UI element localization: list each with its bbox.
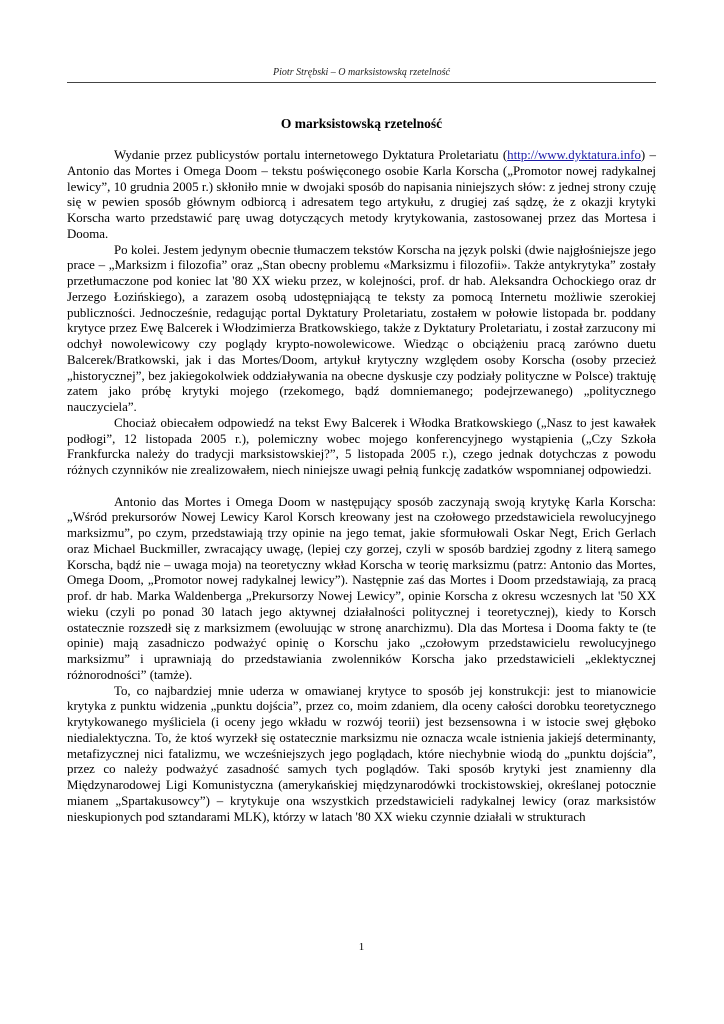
paragraph-1 (67, 148, 656, 243)
document-body (67, 148, 656, 825)
document-title: O marksistowską rzetelność (280, 116, 443, 131)
paragraph-2: Po kolei. Jestem jedynym obecnie tłumaczem tekstów Korscha na język polski (dwie najgłośniejsze jego prace – „Marksizm i filozofia” oraz „Stan obecny problemu «Marksizmu i filozofii». Także antykrytyka” zostały przetłumaczone pod koniec lat '80 XX wieku przez, w kolejności, prof. dr hab. Aleksandra Ochockiego oraz dr Jerzego Łozińskiego), a zarazem osobą udostępniającą te teksty za pomocą Internetu możliwie szerokiej publiczności. Jednocześnie, redagując portal Dyktatury Proletariatu, zostałem w połowie listopada br. poddany krytyce przez Ewę Balcerek i Włodzimierza Bratkowskiego, także z Dyktatury Proletariatu, i został zarzucony mi odchył nowolewicowy czy poglądy krypto-nowolewicowe. Wiedząc o obciążeniu pracą zarówno duetu Balcerek/Bratkowski, jak i das Mortes/Doom, artykuł krytyczny względem osoby Korscha (osoby przecież „historycznej”, bez jakiegokolwiek oddziaływania na obecne dyskusje czy podziały polityczne w Polsce) traktuję zatem jako próbę krytyki mojego (rzekomego, bądź domniemanego; podejrzewanego) „politycznego nauczyciela”. (67, 242, 656, 414)
paragraph-3: Chociaż obiecałem odpowiedź na tekst Ewy Balcerek i Włodka Bratkowskiego („Nasz to jest kawałek podłogi”, 12 listopada 2005 r.), polemiczny wobec mojego konferencyjnego wystąpienia („Czy Szkoła Frankfurcka należy do tradycji marksistowskiej?”, 5 listopada 2005 r.), czego jednak dotychczas z powodu różnych czynników nie zrealizowałem, niech niniejsze uwagi pełnią funkcję zadatków wspomnianej odpowiedzi. (67, 415, 656, 477)
page-number: 1 (358, 941, 365, 953)
paragraph-1-start: Wydanie przez publicystów portalu internetowego Dyktatura Proletariatu ( (114, 148, 508, 162)
paragraph-5: To, co najbardziej mnie uderza w omawianej krytyce to sposób jej konstrukcji: jest to mianowicie krytyka z punktu widzenia „punktu dojścia”, przez co, moim zdaniem, dla oceny całości dorobku teoretycznego krytykowanego myśliciela (i oceny jego wkładu w rozwój teorii) jest bezsensowna i w istocie swej głęboko niedialektyczna. To, że ktoś wyrzekł się ostatecznie marksizmu nie oznacza wcale istnienia jakiejś determinanty, metafizycznej nici fatalizmu, we wcześniejszych jego poglądach, które niechybnie wiodą do „punktu dojścia”, przez co należy podważyć zasadność samych tych poglądów. Taki sposób krytyki jest znamienny dla Międzynarodowej Ligi Komunistyczna (amerykańskiej międzynarodówki trockistowskiej, określanej potocznie mianem „Spartakusowcy”) – krytykuje ona wszystkich przedstawicieli radykalnej lewicy (oraz marksistów nieskupionych pod sztandarami MLK), którzy w latach '80 XX wieku czynnie działali w strukturach (67, 683, 656, 824)
running-header: Piotr Strębski – O marksistowską rzetelność (273, 67, 450, 78)
paragraph-1-end: ) – Antonio das Mortes i Omega Doom – tekstu poświęconego osobie Karla Korscha („Promotor nowej radykalnej lewicy”, 10 grudnia 2005 r.) skłoniło mnie w dwojaki sposób do napisania niniejszych słów: z jednej strony czuję się w pewien sposób głównym odbiorcą i adresatem tego artykułu, z drugiej zaś sądzę, że z okazji krytyki Korscha warto przedstawić parę uwag dotyczących metody krytykowania, zastosowanej przez das Mortesa i Dooma. (67, 148, 656, 241)
header-divider (67, 82, 656, 83)
dyktatura-link[interactable]: http://www.dyktatura.info (507, 148, 641, 162)
paragraph-4: Antonio das Mortes i Omega Doom w następujący sposób zaczynają swoją krytykę Karla Korscha: „Wśród prekursorów Nowej Lewicy Karol Korsch kreowany jest na czołowego przedstawiciela rewolucyjnego marksizmu”, po czym, przedstawiają trzy opinie na jego temat, jakie sformułowali Oskar Negt, Erich Gerlach oraz Michael Buckmiller, zwracający uwagę, (lepiej czy gorzej, czyli w sposób bardziej zgodny z literą samego Korscha, bądź nie – uwaga moja) na teoretyczny wkład Korscha w teorię marksizmu (patrz: Antonio das Mortes, Omega Doom, „Promotor nowej radykalnej lewicy”). Następnie zaś das Mortes i Doom przedstawiają, za pracą prof. dr hab. Marka Waldenberga „Prekursorzy Nowej Lewicy”, opinie Korscha z okresu wczesnych lat '50 XX wieku (czyli po ponad 30 latach jego aktywnej działalności politycznej i teoretycznej), kiedy to Korsch ostatecznie rozszedł się z marksizmem (ewoluując w stronę anarchizmu). Dla das Mortesa i Dooma fakty te (te opinie) mają zasadniczo podważyć opinię o Korschu jako „czołowym przedstawicielu rewolucyjnego marksizmu” i uprawniają do przedstawiania zwolenników Korscha jako przedstawicieli „eklektycznej różnorodności” (tamże). (67, 494, 656, 682)
